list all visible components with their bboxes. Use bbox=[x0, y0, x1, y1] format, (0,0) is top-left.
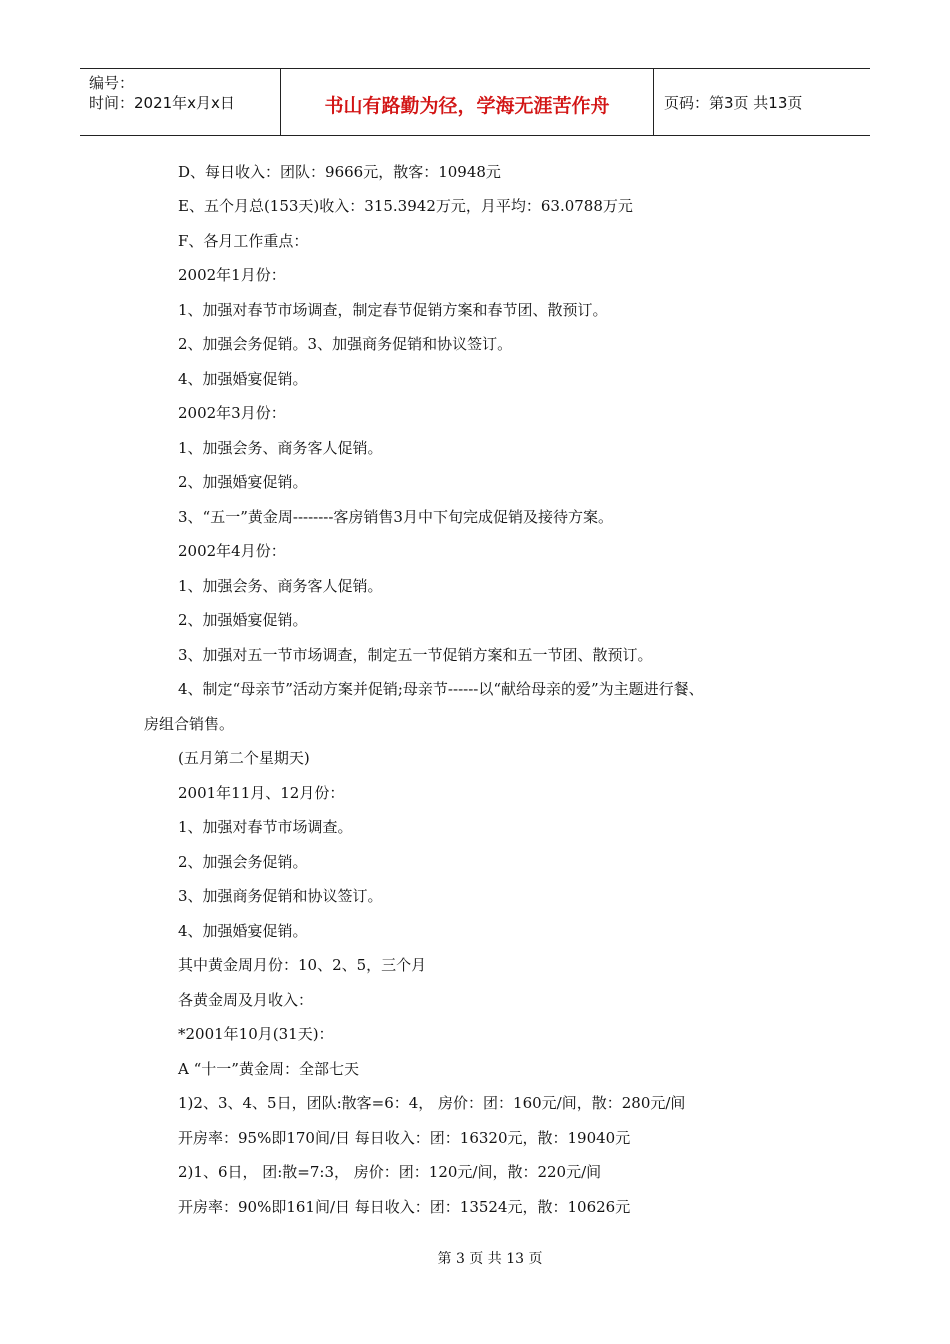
body-line: F、各月工作重点： bbox=[178, 232, 309, 250]
body-line: 4、加强婚宴促销。 bbox=[178, 370, 308, 388]
body-line: 2、加强婚宴促销。 bbox=[178, 611, 308, 629]
body-line: 2001年11月、12月份： bbox=[178, 784, 345, 802]
body-line: 3、“五一”黄金周--------客房销售3月中下旬完成促销及接待方案。 bbox=[178, 508, 613, 526]
body-line: D、每日收入：团队：9666元，散客：10948元 bbox=[178, 163, 501, 181]
body-line: A “十一”黄金周：全部七天 bbox=[178, 1060, 359, 1078]
body-line: 4、加强婚宴促销。 bbox=[178, 922, 308, 940]
body-line: 2002年4月份： bbox=[178, 542, 286, 560]
body-line: 2002年1月份： bbox=[178, 266, 286, 284]
body-line: 2、加强婚宴促销。 bbox=[178, 473, 308, 491]
page-footer: 第 3 页 共 13 页 bbox=[437, 1251, 543, 1267]
header-meta bbox=[80, 69, 281, 135]
page-header bbox=[80, 68, 870, 136]
body-line: *2001年10月(31天)： bbox=[178, 1025, 334, 1043]
body-line: 1、加强对春节市场调查。 bbox=[178, 818, 353, 836]
body-line: 房组合销售。 bbox=[144, 715, 235, 733]
body-line: 2)1、6日， 团:散=7:3， 房价：团：120元/间，散：220元/间 bbox=[178, 1163, 602, 1181]
body-line: 2、加强会务促销。 bbox=[178, 853, 308, 871]
body-line: 开房率：95%即170间/日 每日收入：团：16320元，散：19040元 bbox=[178, 1129, 631, 1147]
header-page-number: 页码：第3页 共13页 bbox=[664, 93, 803, 112]
body-line: 3、加强对五一节市场调查，制定五一节促销方案和五一节团、散预订。 bbox=[178, 646, 653, 664]
body-line: 4、制定“母亲节”活动方案并促销;母亲节------以“献给母亲的爱”为主题进行餐、 bbox=[178, 680, 704, 698]
document-time: 时间：2021年x月x日 bbox=[89, 94, 235, 112]
body-line: 1、加强会务、商务客人促销。 bbox=[178, 439, 383, 457]
body-line: 1、加强会务、商务客人促销。 bbox=[178, 577, 383, 595]
body-line: 3、加强商务促销和协议签订。 bbox=[178, 887, 383, 905]
header-motto: 书山有路勤为径，学海无涯苦作舟 bbox=[281, 69, 654, 135]
document-number: 编号： bbox=[89, 74, 135, 92]
body-line: 各黄金周及月收入： bbox=[178, 991, 314, 1009]
body-line: 其中黄金周月份：10、2、5，三个月 bbox=[178, 956, 427, 974]
body-line: E、五个月总(153天)收入：315.3942万元，月平均：63.0788万元 bbox=[178, 197, 633, 215]
body-line: 2002年3月份： bbox=[178, 404, 286, 422]
body-line: 1、加强对春节市场调查，制定春节促销方案和春节团、散预订。 bbox=[178, 301, 608, 319]
body-line: 开房率：90%即161间/日 每日收入：团：13524元，散：10626元 bbox=[178, 1198, 631, 1216]
body-line: 1)2、3、4、5日，团队:散客=6：4， 房价：团：160元/间，散：280元/间 bbox=[178, 1094, 686, 1112]
body-line: 2、加强会务促销。3、加强商务促销和协议签订。 bbox=[178, 335, 513, 353]
body-line: (五月第二个星期天) bbox=[178, 749, 310, 767]
